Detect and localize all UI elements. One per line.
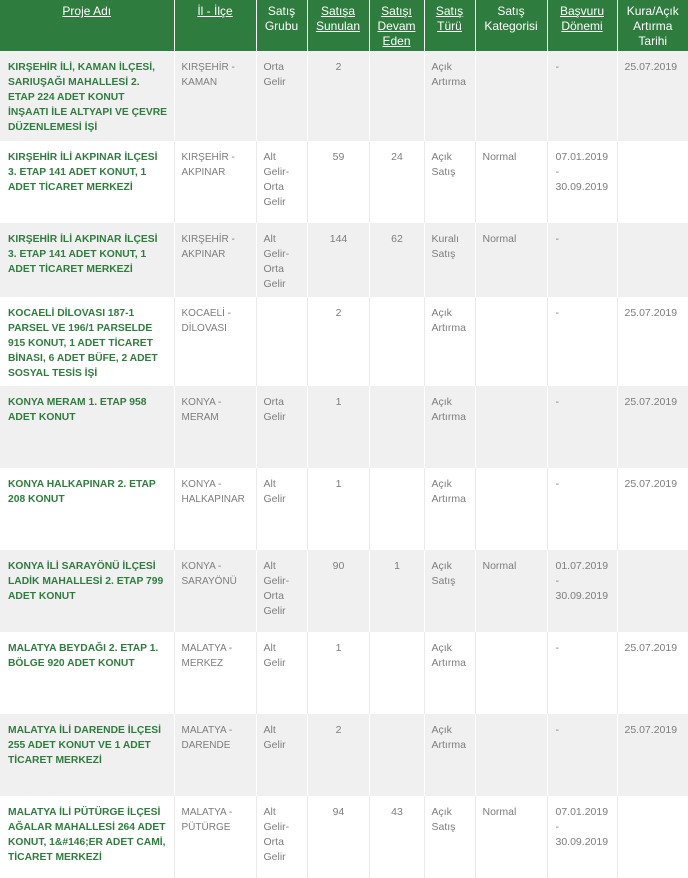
sales-group-cell: Alt Gelir-Orta Gelir — [256, 796, 307, 878]
offered-count-cell: 2 — [307, 51, 369, 141]
sales-category-cell — [475, 468, 547, 550]
ongoing-count-cell: 24 — [369, 141, 424, 223]
project-name-cell[interactable]: KONYA İLİ SARAYÖNÜ İLÇESİ LADİK MAHALLESİ 2. ETAP 799 ADET KONUT — [0, 550, 174, 632]
auction-date-cell — [617, 141, 688, 223]
ongoing-count-cell: 1 — [369, 550, 424, 632]
offered-count-cell: 1 — [307, 386, 369, 468]
sales-group-cell: Alt Gelir-Orta Gelir — [256, 550, 307, 632]
table-row[interactable] — [0, 714, 688, 796]
auction-date-cell: 25.07.2019 — [617, 632, 688, 714]
ongoing-count-cell — [369, 468, 424, 550]
sales-group-cell: Alt Gelir — [256, 468, 307, 550]
offered-count-cell: 59 — [307, 141, 369, 223]
application-period-cell: - — [547, 386, 617, 468]
sales-group-cell: Orta Gelir — [256, 386, 307, 468]
project-name-cell[interactable]: MALATYA İLİ DARENDE İLÇESİ 255 ADET KONUT VE 1 ADET TİCARET MERKEZİ — [0, 714, 174, 796]
auction-date-cell — [617, 550, 688, 632]
application-period-cell: 07.01.2019 - 30.09.2019 — [547, 141, 617, 223]
table-header-row — [0, 0, 688, 51]
ongoing-count-cell — [369, 632, 424, 714]
sales-group-cell: Orta Gelir — [256, 51, 307, 141]
header-kura-tarihi: Kura/Açık Artırma Tarihi — [617, 0, 688, 51]
header-satis-grubu: Satış Grubu — [256, 0, 307, 51]
application-period-cell: - — [547, 714, 617, 796]
auction-date-cell: 25.07.2019 — [617, 714, 688, 796]
application-period-cell: 01.07.2019 - 30.09.2019 — [547, 550, 617, 632]
auction-date-cell: 25.07.2019 — [617, 468, 688, 550]
ongoing-count-cell — [369, 51, 424, 141]
sales-type-cell: Açık Artırma — [424, 714, 475, 796]
sales-category-cell: Normal — [475, 796, 547, 878]
location-cell: KIRŞEHİR - AKPINAR — [174, 141, 256, 223]
location-cell: MALATYA - DARENDE — [174, 714, 256, 796]
project-name-cell[interactable]: MALATYA BEYDAĞI 2. ETAP 1. BÖLGE 920 ADET KONUT — [0, 632, 174, 714]
project-name-cell[interactable]: KIRŞEHİR İLİ, KAMAN İLÇESİ, SARIUŞAĞI MAHALLESİ 2. ETAP 224 ADET KONUT İNŞAATI İLE ALTYAPI VE ÇEVRE DÜZENLEMESİ İŞİ — [0, 51, 174, 141]
project-name-cell[interactable]: KIRŞEHİR İLİ AKPINAR İLÇESİ 3. ETAP 141 ADET KONUT, 1 ADET TİCARET MERKEZİ — [0, 141, 174, 223]
table-row[interactable] — [0, 796, 688, 878]
sales-category-cell — [475, 297, 547, 386]
sales-group-cell: Alt Gelir-Orta Gelir — [256, 223, 307, 297]
offered-count-cell: 94 — [307, 796, 369, 878]
offered-count-cell: 2 — [307, 714, 369, 796]
sales-type-cell: Açık Satış — [424, 796, 475, 878]
auction-date-cell — [617, 223, 688, 297]
table-row[interactable] — [0, 141, 688, 223]
location-cell: KIRŞEHİR - KAMAN — [174, 51, 256, 141]
application-period-cell: - — [547, 223, 617, 297]
auction-date-cell: 25.07.2019 — [617, 297, 688, 386]
table-row[interactable] — [0, 223, 688, 297]
ongoing-count-cell — [369, 714, 424, 796]
location-cell: KOCAELİ - DİLOVASI — [174, 297, 256, 386]
application-period-cell: - — [547, 51, 617, 141]
sales-type-cell: Açık Satış — [424, 550, 475, 632]
auction-date-cell — [617, 796, 688, 878]
offered-count-cell: 144 — [307, 223, 369, 297]
table-row[interactable] — [0, 297, 688, 386]
table-row[interactable] — [0, 632, 688, 714]
sales-type-cell: Açık Artırma — [424, 297, 475, 386]
header-il-ilce[interactable]: İl - İlçe — [174, 0, 256, 51]
ongoing-count-cell: 43 — [369, 796, 424, 878]
header-basvuru-donemi[interactable]: Başvuru Dönemi — [547, 0, 617, 51]
ongoing-count-cell — [369, 297, 424, 386]
table-row[interactable] — [0, 51, 688, 141]
offered-count-cell: 1 — [307, 468, 369, 550]
sales-category-cell — [475, 632, 547, 714]
ongoing-count-cell — [369, 386, 424, 468]
application-period-cell: 07.01.2019 - 30.09.2019 — [547, 796, 617, 878]
sales-group-cell: Alt Gelir — [256, 632, 307, 714]
table-row[interactable] — [0, 468, 688, 550]
sales-category-cell — [475, 51, 547, 141]
sales-type-cell: Açık Artırma — [424, 468, 475, 550]
header-satis-kategorisi: Satış Kategorisi — [475, 0, 547, 51]
sales-group-cell — [256, 297, 307, 386]
location-cell: KONYA - SARAYÖNÜ — [174, 550, 256, 632]
offered-count-cell: 1 — [307, 632, 369, 714]
sales-type-cell: Açık Artırma — [424, 51, 475, 141]
project-name-cell[interactable]: KONYA MERAM 1. ETAP 958 ADET KONUT — [0, 386, 174, 468]
location-cell: KONYA - HALKAPINAR — [174, 468, 256, 550]
ongoing-count-cell: 62 — [369, 223, 424, 297]
project-name-cell[interactable]: KOCAELİ DİLOVASI 187-1 PARSEL VE 196/1 PARSELDE 915 KONUT, 1 ADET TİCARET BİNASI, 6 ADET BÜFE, 2 ADET SOSYAL TESİS İŞİ — [0, 297, 174, 386]
application-period-cell: - — [547, 297, 617, 386]
project-name-cell[interactable]: KONYA HALKAPINAR 2. ETAP 208 KONUT — [0, 468, 174, 550]
table-row[interactable] — [0, 550, 688, 632]
project-name-cell[interactable]: KIRŞEHİR İLİ AKPINAR İLÇESİ 3. ETAP 141 ADET KONUT, 1 ADET TİCARET MERKEZİ — [0, 223, 174, 297]
sales-category-cell — [475, 714, 547, 796]
sales-type-cell: Açık Satış — [424, 141, 475, 223]
header-satis-turu[interactable]: Satış Türü — [424, 0, 475, 51]
offered-count-cell: 90 — [307, 550, 369, 632]
location-cell: KIRŞEHİR - AKPINAR — [174, 223, 256, 297]
sales-type-cell: Açık Artırma — [424, 632, 475, 714]
header-proje-adi[interactable]: Proje Adı — [0, 0, 174, 51]
sales-category-cell: Normal — [475, 141, 547, 223]
auction-date-cell: 25.07.2019 — [617, 386, 688, 468]
sales-type-cell: Açık Artırma — [424, 386, 475, 468]
offered-count-cell: 2 — [307, 297, 369, 386]
sales-category-cell — [475, 386, 547, 468]
header-satisi-devam-eden[interactable]: Satışı Devam Eden — [369, 0, 424, 51]
location-cell: MALATYA - PÜTÜRGE — [174, 796, 256, 878]
sales-group-cell: Alt Gelir-Orta Gelir — [256, 141, 307, 223]
sales-category-cell: Normal — [475, 223, 547, 297]
sales-group-cell: Alt Gelir — [256, 714, 307, 796]
header-satisa-sunulan[interactable]: Satışa Sunulan — [307, 0, 369, 51]
application-period-cell: - — [547, 468, 617, 550]
location-cell: MALATYA - MERKEZ — [174, 632, 256, 714]
sales-category-cell: Normal — [475, 550, 547, 632]
auction-date-cell: 25.07.2019 — [617, 51, 688, 141]
table-row[interactable] — [0, 386, 688, 468]
project-name-cell[interactable]: MALATYA İLİ PÜTÜRGE İLÇESİ AĞALAR MAHALLESİ 264 ADET KONUT, 1&#146;ER ADET CAMİ, TİCARET MERKEZİ — [0, 796, 174, 878]
application-period-cell: - — [547, 632, 617, 714]
location-cell: KONYA - MERAM — [174, 386, 256, 468]
sales-type-cell: Kuralı Satış — [424, 223, 475, 297]
